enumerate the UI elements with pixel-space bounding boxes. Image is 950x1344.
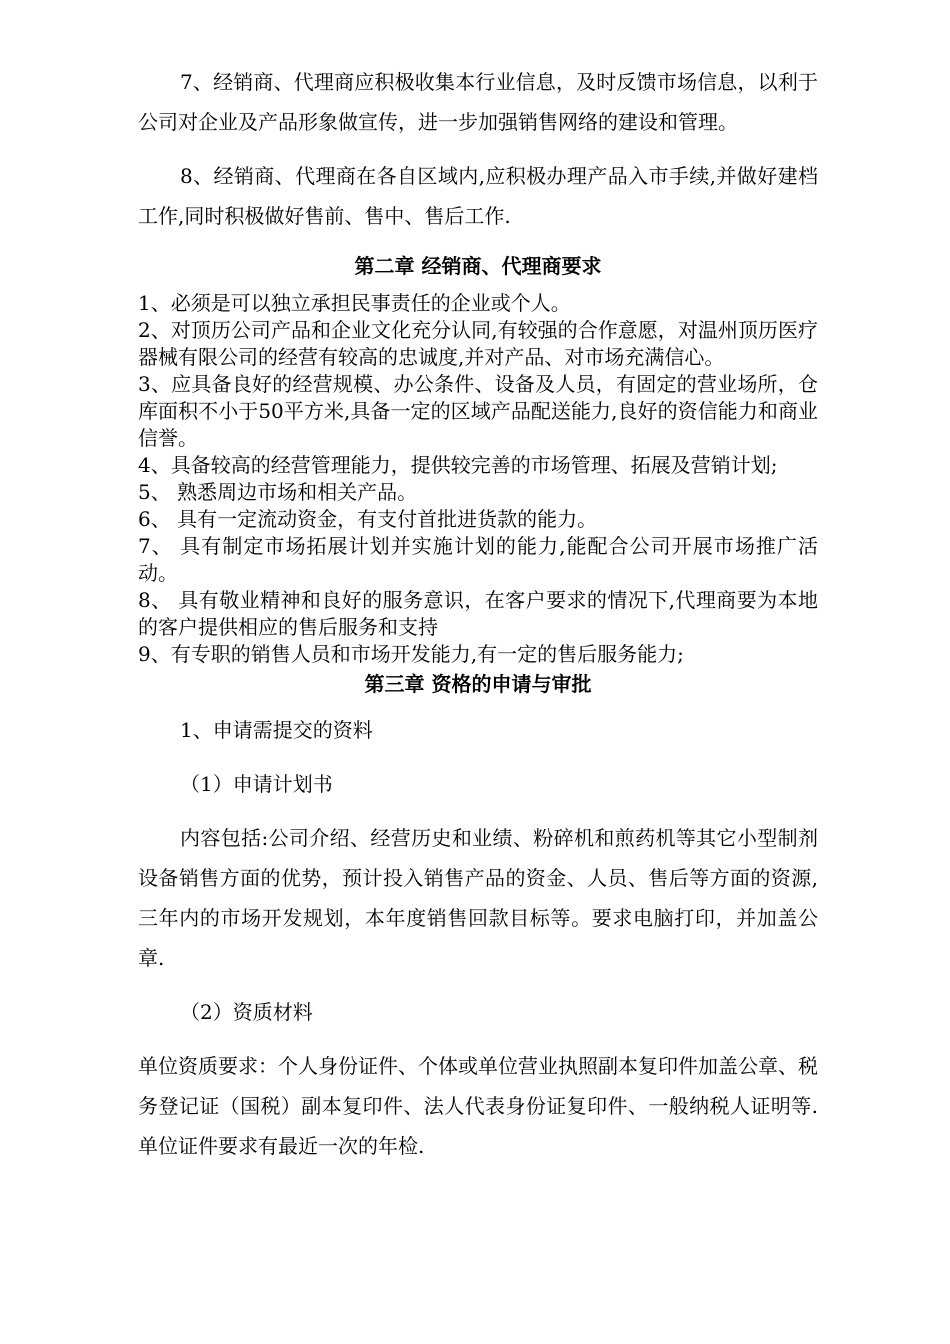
list-item: 7、 具有制定市场拓展计划并实施计划的能力,能配合公司开展市场推广活动。 — [138, 534, 818, 585]
list-item: 3、应具备良好的经营规模、办公条件、设备及人员，有固定的营业场所，仓库面积不小于50平方米,具备一定的区域产品配送能力,良好的资信能力和商业信誉。 — [138, 372, 818, 450]
chapter-3-item-1: 1、申请需提交的资料 — [180, 718, 373, 742]
subsection-2-title: （2）资质材料 — [180, 1000, 313, 1024]
subsection-2-content: 单位资质要求：个人身份证件、个体或单位营业执照副本复印件加盖公章、税务登记证（国税）副本复印件、法人代表身份证复印件、一般纳税人证明等.单位证件要求有最近一次的年检. — [138, 1054, 818, 1158]
list-item: 4、具备较高的经营管理能力，提供较完善的市场管理、拓展及营销计划; — [138, 453, 778, 477]
chapter-3-title: 第三章 资格的申请与审批 — [364, 672, 592, 696]
paragraph-item-8: 8、经销商、代理商在各自区域内,应积极办理产品入市手续,并做好建档工作,同时积极做好售前、售中、售后工作. — [138, 164, 818, 228]
paragraph-item-7: 7、经销商、代理商应积极收集本行业信息，及时反馈市场信息，以利于公司对企业及产品形象做宣传，进一步加强销售网络的建设和管理。 — [138, 70, 818, 134]
list-item: 1、必须是可以独立承担民事责任的企业或个人。 — [138, 291, 571, 315]
chapter-2-list — [138, 290, 818, 668]
list-item: 5、 熟悉周边市场和相关产品。 — [138, 480, 418, 504]
list-item: 2、对顶历公司产品和企业文化充分认同,有较强的合作意愿，对温州顶历医疗器械有限公司的经营有较高的忠诚度,并对产品、对市场充满信心。 — [138, 318, 818, 369]
subsection-1-content: 内容包括:公司介绍、经营历史和业绩、粉碎机和煎药机等其它小型制剂设备销售方面的优势，预计投入销售产品的资金、人员、售后等方面的资源,三年内的市场开发规划，本年度销售回款目标等。要求电脑打印，并加盖公章. — [138, 826, 818, 970]
list-item: 9、有专职的销售人员和市场开发能力,有一定的售后服务能力; — [138, 642, 684, 666]
subsection-1-title: （1）申请计划书 — [180, 772, 333, 796]
list-item: 8、 具有敬业精神和良好的服务意识，在客户要求的情况下,代理商要为本地的客户提供相应的售后服务和支持 — [138, 588, 818, 639]
list-item: 6、 具有一定流动资金，有支付首批进货款的能力。 — [138, 507, 598, 531]
document-page — [138, 0, 818, 1166]
chapter-2-title: 第二章 经销商、代理商要求 — [354, 254, 602, 278]
